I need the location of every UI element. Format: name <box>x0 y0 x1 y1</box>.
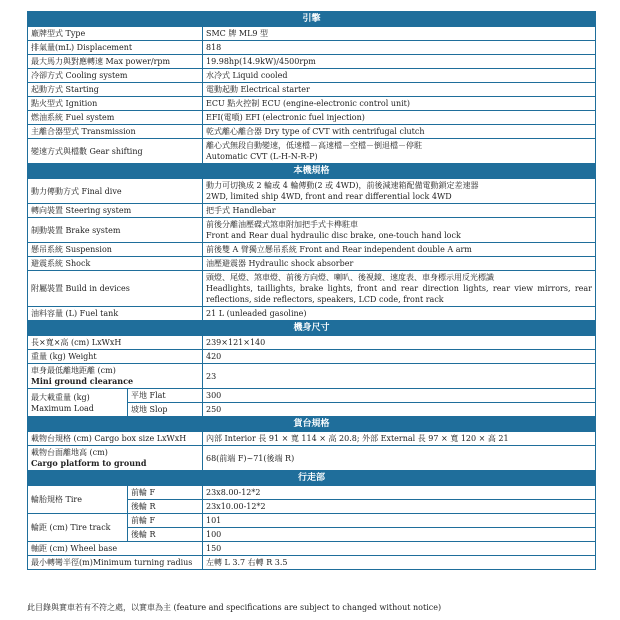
spec-sublabel: 平地 Flat <box>128 389 203 403</box>
spec-value: 100 <box>203 528 596 542</box>
value-line: Automatic CVT (L-H-N-R-P) <box>206 152 318 161</box>
value-line: Front and Rear dual hydraulic disc brake, one-touch hand lock <box>206 231 461 240</box>
spec-label: 主離合器型式 Transmission <box>28 125 203 139</box>
footnote: 此目錄與實車若有不符之處，以實車為主 (feature and specifications are subject to changed without notice) <box>27 603 442 612</box>
spec-value: 250 <box>203 403 596 417</box>
spec-row-suspension <box>28 243 596 257</box>
spec-value <box>203 179 596 204</box>
spec-label: 油料容量 (L) Fuel tank <box>28 307 203 321</box>
spec-value: 水冷式 Liquid cooled <box>203 69 596 83</box>
value-line: Headlights, taillights, brake lights, front and rear direction lights, rear view mirrors, rear reflections, side reflectors, speakers, LCD code, front rack <box>206 284 592 304</box>
spec-value: 電動起動 Electrical starter <box>203 83 596 97</box>
section-cargo <box>28 417 596 432</box>
spec-label: 輪距 (cm) Tire track <box>28 514 128 542</box>
spec-label: 制動裝置 Brake system <box>28 218 203 243</box>
spec-row-fuel-system <box>28 111 596 125</box>
spec-value: ECU 點火控制 ECU (engine-electronic control unit) <box>203 97 596 111</box>
spec-row-cooling <box>28 69 596 83</box>
spec-label: 點火型式 Ignition <box>28 97 203 111</box>
spec-row-type <box>28 27 596 41</box>
spec-value: 101 <box>203 514 596 528</box>
spec-label: 重量 (kg) Weight <box>28 350 203 364</box>
spec-row-shock <box>28 257 596 271</box>
spec-row-track-front <box>28 514 596 528</box>
value-line: 動力可切換成 2 輪或 4 輪傳動(2 或 4WD)，前後減速箱配備電動鎖定差速器 <box>206 181 479 190</box>
spec-value: 把手式 Handlebar <box>203 204 596 218</box>
spec-value <box>203 271 596 307</box>
spec-row-build-in <box>28 271 596 307</box>
section-title: 本機規格 <box>28 164 596 179</box>
spec-label: 懸吊系統 Suspension <box>28 243 203 257</box>
label-line: Mini ground clearance <box>31 376 134 386</box>
spec-label: 起動方式 Starting <box>28 83 203 97</box>
spec-label: 冷卻方式 Cooling system <box>28 69 203 83</box>
spec-row-turning-radius <box>28 556 596 570</box>
section-title: 行走部 <box>28 471 596 486</box>
spec-row-cargo-box <box>28 432 596 446</box>
spec-value <box>203 139 596 164</box>
spec-row-max-load-flat <box>28 389 596 403</box>
spec-row-final-drive <box>28 179 596 204</box>
section-title: 機身尺寸 <box>28 321 596 336</box>
spec-value: 300 <box>203 389 596 403</box>
spec-value: 19.98hp(14.9kW)/4500rpm <box>203 55 596 69</box>
spec-row-ignition <box>28 97 596 111</box>
value-line: 2WD, limited ship 4WD, front and rear differential lock 4WD <box>206 192 452 201</box>
spec-label: 動力傳動方式 Final dive <box>28 179 203 204</box>
spec-value: 818 <box>203 41 596 55</box>
spec-sublabel: 前輪 F <box>128 514 203 528</box>
spec-label: 燃油系統 Fuel system <box>28 111 203 125</box>
spec-value: SMC 牌 ML9 型 <box>203 27 596 41</box>
spec-value: 油壓避震器 Hydraulic shock absorber <box>203 257 596 271</box>
spec-value: 420 <box>203 350 596 364</box>
section-engine <box>28 12 596 27</box>
spec-label: 轉向裝置 Steering system <box>28 204 203 218</box>
label-line: 載物台面離地高 (cm) <box>31 448 108 457</box>
spec-value: 23x8.00-12*2 <box>203 486 596 500</box>
section-body <box>28 164 596 179</box>
section-dimensions <box>28 321 596 336</box>
spec-value: 前後雙 A 臂獨立懸吊系統 Front and Rear independent double A arm <box>203 243 596 257</box>
spec-label: 避震系統 Shock <box>28 257 203 271</box>
spec-row-tire-front <box>28 486 596 500</box>
spec-value: 239×121×140 <box>203 336 596 350</box>
spec-label <box>28 389 128 417</box>
spec-row-steering <box>28 204 596 218</box>
spec-value: 左轉 L 3.7 右轉 R 3.5 <box>203 556 596 570</box>
spec-row-ground-clearance <box>28 364 596 389</box>
spec-row-brake <box>28 218 596 243</box>
spec-value <box>203 218 596 243</box>
spec-label: 載物台規格 (cm) Cargo box size LxWxH <box>28 432 203 446</box>
spec-value: EFI(電噴) EFI (electronic fuel injection) <box>203 111 596 125</box>
spec-row-wheel-base <box>28 542 596 556</box>
label-line: 最大載重量 (kg) <box>31 392 90 402</box>
spec-row-lwh <box>28 336 596 350</box>
section-title: 引擎 <box>28 12 596 27</box>
spec-row-fuel-tank <box>28 307 596 321</box>
spec-row-weight <box>28 350 596 364</box>
spec-label: 附屬裝置 Build in devices <box>28 271 203 307</box>
spec-value: 23 <box>203 364 596 389</box>
spec-label: 最大馬力與對應轉速 Max power/rpm <box>28 55 203 69</box>
label-line: Cargo platform to ground <box>31 458 147 468</box>
spec-label: 最小轉彎半徑(m)Minimum turning radius <box>28 556 203 570</box>
spec-sublabel: 後輪 R <box>128 528 203 542</box>
spec-row-gear-shifting <box>28 139 596 164</box>
spec-value: 68(前端 F)~71(後端 R) <box>203 446 596 471</box>
value-line: 離心式無段自動變速，低速檔－高速檔－空檔－倒退檔－停駐 <box>206 141 422 150</box>
spec-value: 150 <box>203 542 596 556</box>
spec-value: 乾式離心離合器 Dry type of CVT with centrifugal clutch <box>203 125 596 139</box>
spec-value: 21 L (unleaded gasoline) <box>203 307 596 321</box>
spec-label: 排氣量(mL) Displacement <box>28 41 203 55</box>
spec-label <box>28 364 203 389</box>
spec-row-transmission <box>28 125 596 139</box>
spec-label <box>28 446 203 471</box>
spec-label: 廠牌型式 Type <box>28 27 203 41</box>
spec-row-max-power <box>28 55 596 69</box>
spec-row-starting <box>28 83 596 97</box>
spec-sublabel: 後輪 R <box>128 500 203 514</box>
value-line: 頭燈、尾燈、煞車燈、前後方向燈、喇叭、後視鏡、速度表、車身標示用反光標識 <box>206 273 494 282</box>
section-travel <box>28 471 596 486</box>
label-line: Maximum Load <box>31 403 94 413</box>
section-title: 貨台規格 <box>28 417 596 432</box>
spec-table <box>27 11 596 570</box>
spec-value: 23x10.00-12*2 <box>203 500 596 514</box>
spec-label: 變速方式與檔數 Gear shifting <box>28 139 203 164</box>
label-line: 車身最低離地距離 (cm) <box>31 366 116 375</box>
spec-label: 軸距 (cm) Wheel base <box>28 542 203 556</box>
spec-row-cargo-platform <box>28 446 596 471</box>
spec-label: 輪胎規格 Tire <box>28 486 128 514</box>
value-line: 前後分離油壓碟式煞車附加把手式卡榫駐車 <box>206 220 358 229</box>
spec-label: 長×寬×高 (cm) LxWxH <box>28 336 203 350</box>
spec-sublabel: 坡地 Slop <box>128 403 203 417</box>
spec-sublabel: 前輪 F <box>128 486 203 500</box>
spec-row-displacement <box>28 41 596 55</box>
spec-value: 內部 Interior 長 91 × 寬 114 × 高 20.8; 外部 External 長 97 × 寬 120 × 高 21 <box>203 432 596 446</box>
